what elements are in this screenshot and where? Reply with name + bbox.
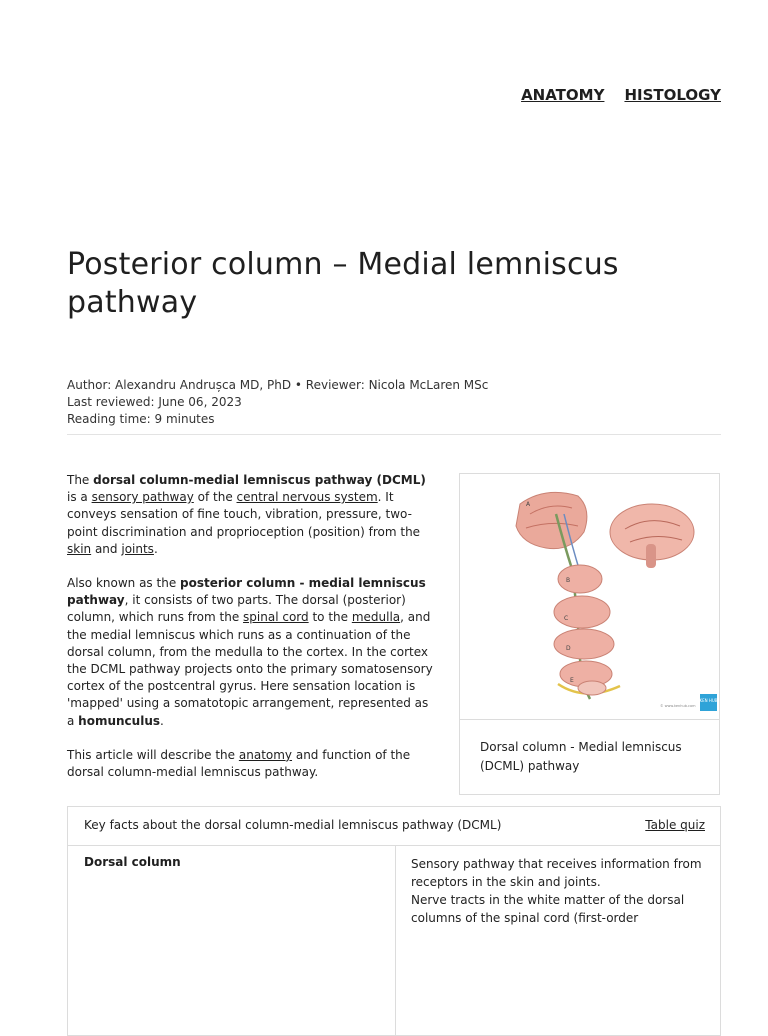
anatomy-link[interactable]: anatomy (238, 747, 293, 762)
pons-section (554, 596, 610, 628)
key-facts-title: Key facts about the dorsal column-medial lemniscus pathway (DCML) (84, 818, 502, 832)
row-key: Dorsal column (84, 855, 181, 869)
nav-histology-link[interactable]: HISTOLOGY (624, 86, 721, 104)
caption-divider (460, 719, 719, 720)
medulla-section (554, 629, 614, 659)
last-reviewed: Last reviewed: June 06, 2023 (67, 395, 242, 409)
column-divider (395, 846, 396, 1036)
table-quiz-link[interactable]: Table quiz (645, 818, 705, 832)
text: , and the medial lemniscus which runs as a continuation of the dorsal column, from the medulla to the cortex. In the cortex the DCML pathway projects onto the primary somatosensory cortex of the postcentral gyrus. Here sensation location is 'mapped' using a somatotopic arrangement, represented as a (67, 610, 433, 728)
homunculus-term: homunculus (78, 713, 161, 728)
author-line: Author: Alexandru Andrușca MD, PhD • Reviewer: Nicola McLaren MSc (67, 378, 489, 392)
midbrain-section (558, 565, 602, 593)
nav-anatomy-link[interactable]: ANATOMY (521, 86, 605, 104)
copyright-text: © www.kenhub.com (660, 704, 696, 708)
text: The (67, 473, 94, 487)
text: of the (193, 490, 237, 505)
posterior-column-term: posterior column - medial lemniscus pathway (67, 576, 426, 608)
figure-caption: Dorsal column - Medial lemniscus (DCML) pathway (480, 740, 682, 773)
row-value-line-2: Nerve tracts in the white matter of the dorsal columns of the spinal cord (first-order (411, 893, 685, 925)
key-facts-header (68, 807, 720, 846)
article-meta (67, 377, 721, 428)
row-value-line-1: Sensory pathway that receives information from receptors in the skin and joints. (411, 857, 702, 889)
text: . (153, 541, 158, 556)
page-title: Posterior column – Medial lemniscus pathway (67, 247, 619, 320)
dcml-term: dorsal column-medial lemniscus pathway (DCML) (93, 473, 426, 487)
label-c: C (564, 615, 569, 622)
dcml-illustration[interactable] (460, 474, 719, 719)
intro-paragraph-1 (67, 472, 439, 558)
text: Also known as the (67, 576, 181, 591)
brainstem-sagittal (646, 544, 656, 568)
text: is a (67, 490, 92, 505)
reading-time: Reading time: 9 minutes (67, 412, 215, 426)
top-nav (521, 86, 721, 104)
joints-link[interactable]: joints (121, 541, 154, 556)
label-b: B (566, 577, 571, 584)
skin-link[interactable]: skin (67, 541, 92, 556)
meta-divider (67, 434, 721, 435)
text: This article will describe the (67, 747, 239, 762)
table-row (68, 846, 720, 1036)
text: and function of the dorsal column-medial lemniscus pathway. (67, 747, 411, 780)
text: . (160, 713, 164, 728)
article-intro (67, 472, 439, 798)
row-value (411, 855, 711, 927)
text: , it consists of two parts. The dorsal (posterior) column, which runs from the (67, 593, 406, 625)
text: and (91, 541, 122, 556)
intro-paragraph-2 (67, 575, 439, 730)
spinal-cord-section (578, 681, 606, 695)
cns-link[interactable]: central nervous system (236, 490, 378, 505)
sensory-pathway-link[interactable]: sensory pathway (91, 490, 194, 505)
kenhub-badge-text: KEN HUB (699, 698, 718, 703)
text: to the (308, 610, 352, 625)
key-facts-table (67, 806, 721, 1036)
medulla-link[interactable]: medulla (351, 610, 401, 625)
label-d: D (566, 645, 571, 652)
figure-card[interactable] (459, 473, 720, 795)
intro-paragraph-3 (67, 747, 439, 781)
label-e: E (570, 677, 574, 684)
text: . It conveys sensation of fine touch, vibration, pressure, two-point discrimination and proprioception (position) from the (67, 490, 421, 539)
label-a: A (526, 501, 531, 508)
spinal-cord-link[interactable]: spinal cord (243, 610, 309, 625)
